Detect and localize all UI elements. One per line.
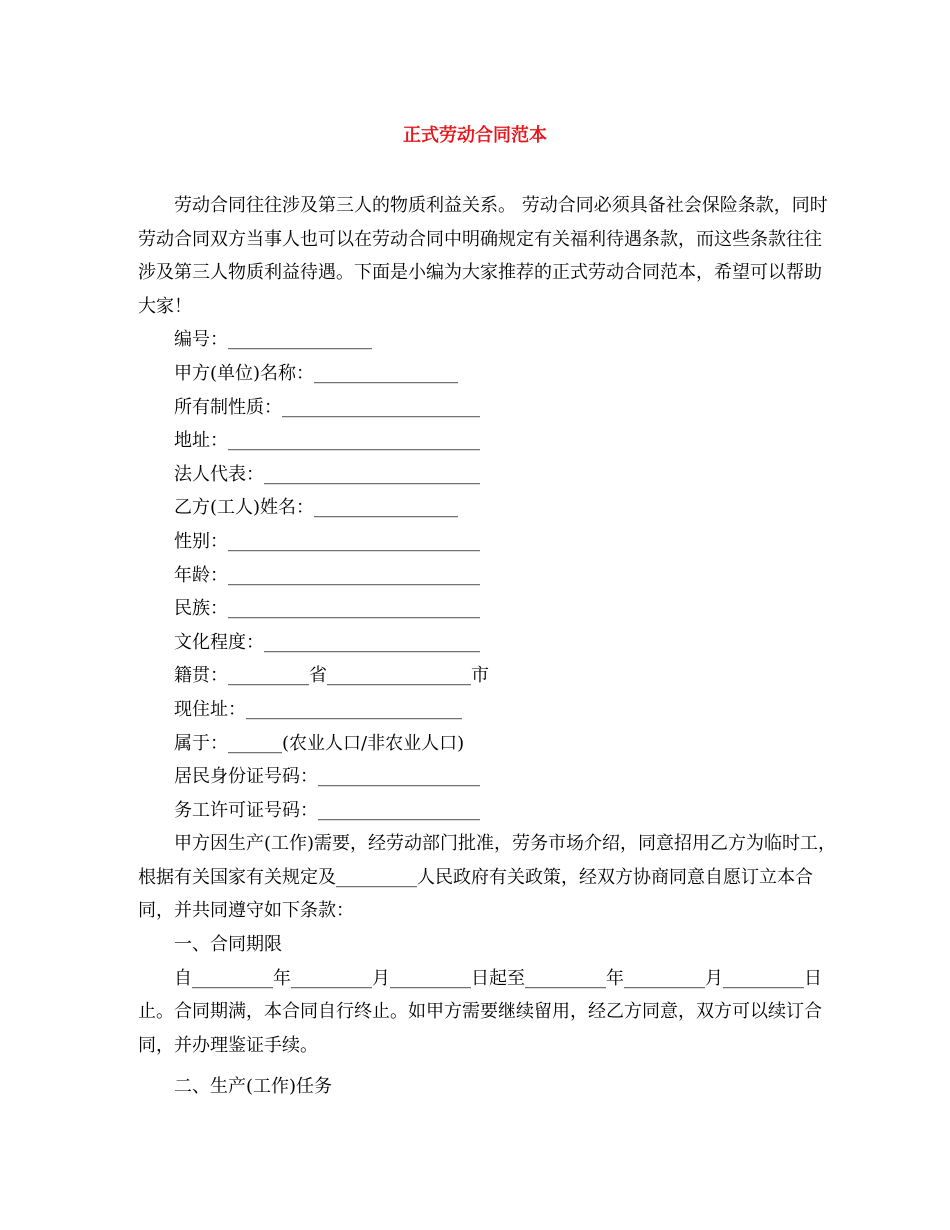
- field-gender: 性别：____________________________: [174, 530, 480, 552]
- field-household-type: 属于：______(农业人口/非农业人口): [174, 732, 465, 754]
- document-body: [138, 189, 838, 1104]
- field-party-b-name: 乙方(工人)姓名：________________: [174, 497, 459, 519]
- section-2-heading: 二、生产(工作)任务: [174, 1076, 333, 1098]
- field-age: 年龄：____________________________: [174, 564, 480, 586]
- approval-paragraph: 甲方因生产(工作)需要，经劳动部门批准，劳务市场介绍，同意招用乙方为临时工，根据有关国家有关规定及_________人民政府有关政策，经双方协商同意自愿订立本合同，并共同遵守如下条款：: [138, 833, 837, 922]
- section-1-text: 自_________年_________月_________日起至_________年_________月_________日止。合同期满，本合同自行终止。如甲方需要继续留用，经乙方同意，双方可以续订合同，并办理鉴证手续。: [138, 967, 822, 1056]
- field-work-permit-number: 务工许可证号码：__________________: [174, 799, 480, 821]
- document-title: 正式劳动合同范本: [403, 125, 547, 146]
- field-party-a-name: 甲方(单位)名称：________________: [174, 362, 459, 384]
- field-legal-representative: 法人代表：________________________: [174, 463, 480, 485]
- field-ethnicity: 民族：____________________________: [174, 598, 480, 620]
- section-spacer: [138, 1062, 838, 1070]
- field-address: 地址：____________________________: [174, 430, 480, 452]
- field-education: 文化程度：________________________: [174, 631, 480, 653]
- intro-paragraph: 劳动合同往往涉及第三人的物质利益关系。 劳动合同必须具备社会保险条款，同时劳动合同双方当事人也可以在劳动合同中明确规定有关福利待遇条款，而这些条款往往涉及第三人物质利益待遇。下面是小编为大家推荐的正式劳动合同范本，希望可以帮助大家！: [138, 195, 828, 317]
- field-native-place: 籍贯：_________省________________市: [174, 665, 489, 687]
- field-ownership-type: 所有制性质：______________________: [174, 396, 480, 418]
- section-1-heading: 一、合同期限: [174, 934, 282, 956]
- field-contract-number: 编号：________________: [174, 329, 372, 351]
- field-current-address: 现住址：________________________: [174, 698, 462, 720]
- field-id-number: 居民身份证号码：__________________: [174, 766, 480, 788]
